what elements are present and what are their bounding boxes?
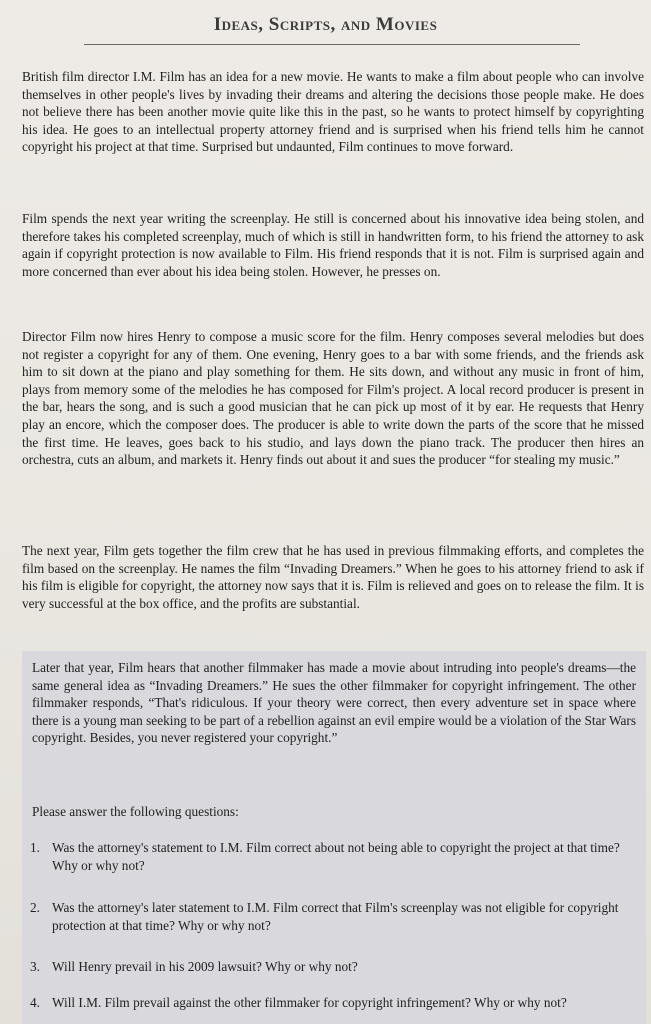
question-item: [30, 839, 636, 874]
question-item: [30, 958, 636, 976]
questions-prompt: Please answer the following questions:: [32, 804, 239, 819]
page-title: Ideas, Scripts, and Movies: [213, 14, 438, 35]
question-item: [30, 994, 636, 1012]
title-divider: [84, 44, 580, 45]
question-text: Was the attorney's later statement to I.M. Film correct that Film's screenplay was not eligible for copyright protection at that time? Why or why not?: [52, 900, 619, 933]
paragraph-infringement: Later that year, Film hears that another filmmaker has made a movie about intruding into people's dreams—the same general idea as “Invading Dreamers.” He sues the other filmmaker for copyright infringement. The other filmmaker responds, “That's ridiculous. If your theory were correct, then every adventure set in space where there is a young man seeking to be part of a rebellion against an evil empire would be a violation of the Star Wars copyright. Besides, you never registered your copyright.”: [32, 660, 636, 746]
question-text: Will Henry prevail in his 2009 lawsuit? Why or why not?: [52, 959, 358, 974]
question-text: Was the attorney's statement to I.M. Film correct about not being able to copyright the project at that time? Why or why not?: [52, 840, 620, 873]
question-number: 2.: [30, 900, 40, 915]
highlighted-section: [22, 651, 646, 1024]
paragraph-screenplay: Film spends the next year writing the screenplay. He still is concerned about his innovative idea being stolen, and therefore takes his completed screenplay, much of which is still in handwritten form, to his friend the attorney to ask again if copyright protection is now available to Film. His friend responds that it is not. Film is surprised again and more concerned than ever about his idea being stolen. However, he presses on.: [22, 211, 644, 279]
question-text: Will I.M. Film prevail against the other filmmaker for copyright infringement? Why or why not?: [52, 995, 567, 1010]
question-item: [30, 899, 636, 934]
question-number: 1.: [30, 840, 40, 855]
question-number: 3.: [30, 959, 40, 974]
question-number: 4.: [30, 995, 40, 1010]
paragraph-film-completion: The next year, Film gets together the film crew that he has used in previous filmmaking efforts, and completes the film based on the screenplay. He names the film “Invading Dreamers.” When he goes to his attorney friend to ask if his film is eligible for copyright, the attorney now says that it is. Film is relieved and goes on to release the film. It is very successful at the box office, and the profits are substantial.: [22, 543, 644, 611]
paragraph-music-score: Director Film now hires Henry to compose a music score for the film. Henry composes several melodies but does not register a copyright for any of them. One evening, Henry goes to a bar with some friends, and the friends ask him to sit down at the piano and play something for them. He sits down, and without any music in front of him, plays from memory some of the melodies he has composed for Film's project. A local record producer is present in the bar, hears the song, and is such a good musician that he can pick up most of it by ear. He requests that Henry play an encore, which the composer does. The producer is able to write down the parts of the score that he missed the first time. He leaves, goes back to his studio, and lays down the piano track. The producer then hires an orchestra, cuts an album, and markets it. Henry finds out about it and sues the producer “for stealing my music.”: [22, 329, 644, 468]
paragraph-idea: British film director I.M. Film has an idea for a new movie. He wants to make a film about people who can involve themselves in other people's lives by invading their dreams and altering the decisions those people make. He does not believe there has been another movie quite like this in the past, so he wants to protect himself by copyrighting his idea. He goes to an intellectual property attorney friend and is surprised when his friend tells him he cannot copyright his project at that time. Surprised but undaunted, Film continues to move forward.: [22, 69, 644, 155]
